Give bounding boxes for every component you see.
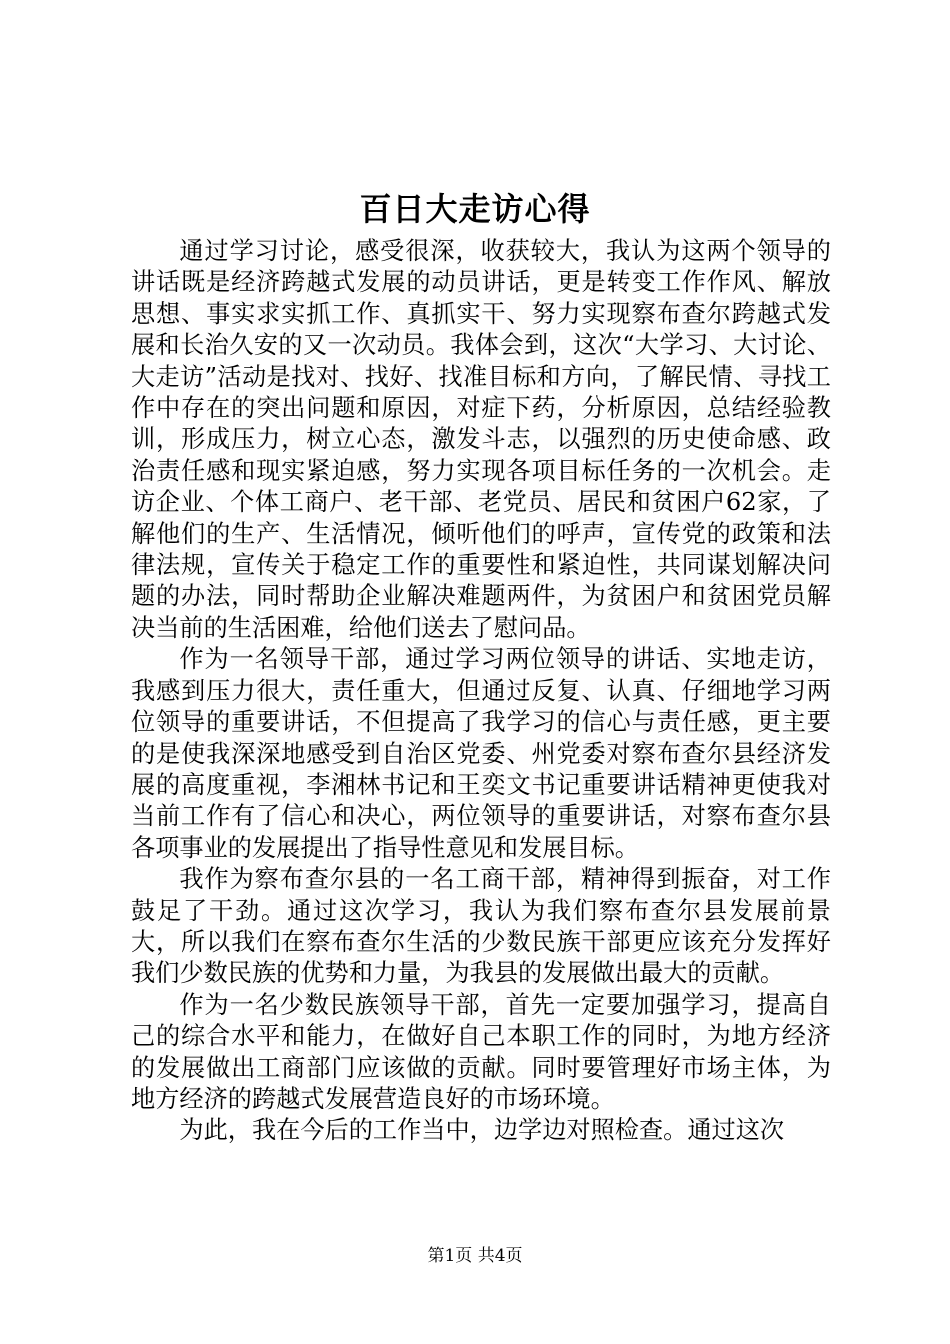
body-paragraph: 我作为察布查尔县的一名工商干部，精神得到振奋，对工作鼓足了干劲。通过这次学习，我认为我们察布查尔县发展前景大，所以我们在察布查尔生活的少数民族干部更应该充分发挥好我们少数民族的优势和力量，为我县的发展做出最大的贡献。	[131, 865, 831, 988]
document-title: 百日大走访心得	[359, 190, 591, 228]
body-paragraph: 作为一名少数民族领导干部，首先一定要加强学习，提高自己的综合水平和能力，在做好自己本职工作的同时，为地方经济的发展做出工商部门应该做的贡献。同时要管理好市场主体，为地方经济的跨越式发展营造良好的市场环境。	[131, 990, 831, 1113]
body-paragraph: 作为一名领导干部，通过学习两位领导的讲话、实地走访，我感到压力很大，责任重大，但通过反复、认真、仔细地学习两位领导的重要讲话，不但提高了我学习的信心与责任感，更主要的是使我深深地感受到自治区党委、州党委对察布查尔县经济发展的高度重视，李湘林书记和王奕文书记重要讲话精神更使我对当前工作有了信心和决心，两位领导的重要讲话，对察布查尔县各项事业的发展提出了指导性意见和发展目标。	[131, 645, 831, 862]
body-paragraph: 通过学习讨论，感受很深，收获较大，我认为这两个领导的讲话既是经济跨越式发展的动员讲话，更是转变工作作风、解放思想、事实求实抓工作、真抓实干、努力实现察布查尔跨越式发展和长治久安的又一次动员。我体会到，这次“大学习、大讨论、大走访”活动是找对、找好、找准目标和方向，了解民情、寻找工作中存在的突出问题和原因，对症下药，分析原因，总结经验教训，形成压力，树立心态，激发斗志，以强烈的历史使命感、政治责任感和现实紧迫感，努力实现各项目标任务的一次机会。走访企业、个体工商户、老干部、老党员、居民和贫困户62家，了解他们的生产、生活情况，倾听他们的呼声，宣传党的政策和法律法规，宣传关于稳定工作的重要性和紧迫性，共同谋划解决问题的办法，同时帮助企业解决难题两件，为贫困户和贫困党员解决当前的生活困难，给他们送去了慰问品。	[131, 237, 831, 642]
document-body	[131, 236, 831, 1147]
page-number-footer: 第1页 共4页	[427, 1246, 523, 1266]
body-paragraph: 为此，我在今后的工作当中，边学边对照检查。通过这次	[179, 1116, 785, 1145]
